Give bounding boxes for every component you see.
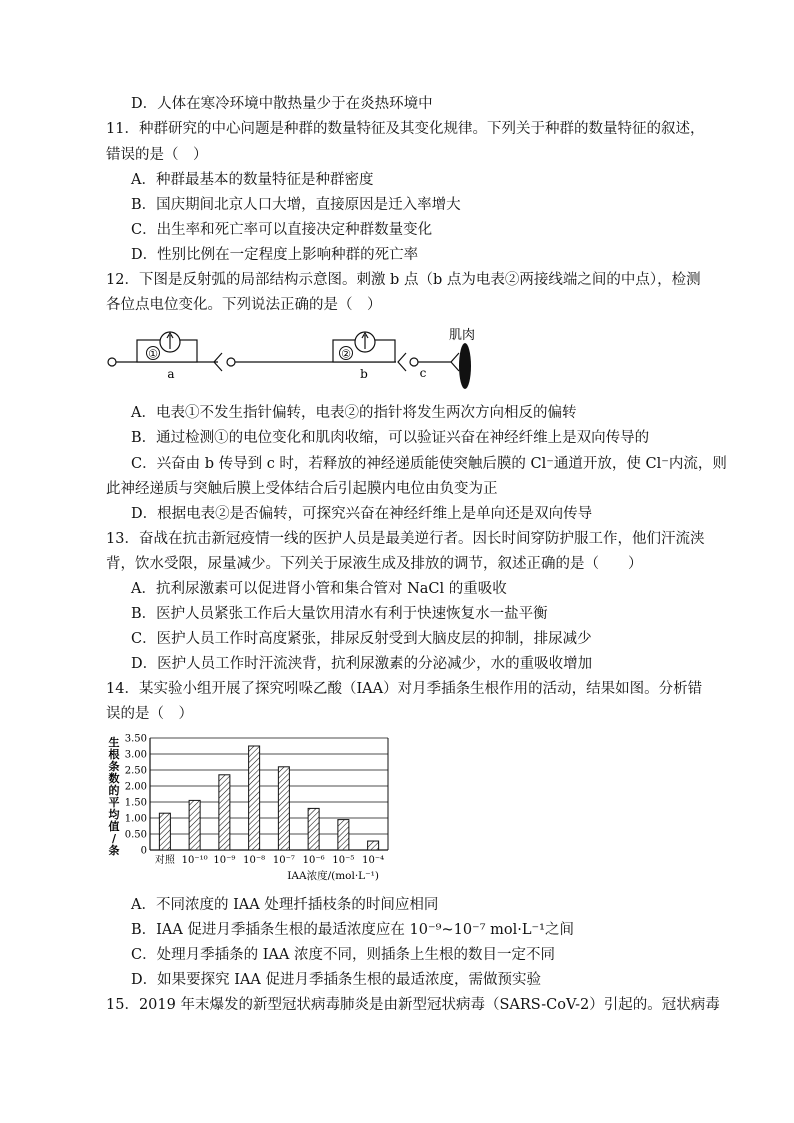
q14-option-c: C．处理月季插条的 IAA 浓度不同，则插条上生根的数目一定不同 <box>131 947 555 963</box>
muscle-label: 肌肉 <box>448 328 476 343</box>
bar <box>189 800 200 850</box>
q11-option-d: D．性别比例在一定程度上影响种群的死亡率 <box>131 247 419 263</box>
y-tick-label: 0.50 <box>124 829 147 841</box>
q11-option-c: C．出生率和死亡率可以直接决定种群数量变化 <box>131 222 433 238</box>
y-label-char: 的 <box>108 784 120 797</box>
q13-option-b: B．医护人员紧张工作后大量饮用清水有利于快速恢复水一盐平衡 <box>131 606 548 622</box>
bar <box>308 808 319 850</box>
q14-stem-line1: 14．某实验小组开展了探究吲哚乙酸（IAA）对月季插条生根作用的活动，结果如图。分析错 <box>106 681 703 697</box>
synapse-2 <box>398 353 406 371</box>
q12-stem-line1: 12．下图是反射弧的局部结构示意图。刺激 b 点（b 点为电表②两接线端之间的中点），检测 <box>106 272 701 288</box>
q11-option-b: B．国庆期间北京人口大增，直接原因是迁入率增大 <box>131 197 461 213</box>
fiber3-start-terminal <box>410 358 418 366</box>
q14-option-a: A．不同浓度的 IAA 处理扦插枝条的时间应相同 <box>131 897 439 913</box>
q12-stem-line2: 各位点电位变化。下列说法正确的是（ ） <box>106 297 382 313</box>
y-label-char: / <box>111 832 117 845</box>
x-tick-label: 10⁻⁹ <box>213 855 236 866</box>
q13-option-d: D．医护人员工作时汗流浃背，抗利尿激素的分泌减少，水的重吸收增加 <box>131 656 593 672</box>
q14-option-d: D．如果要探究 IAA 促进月季插条生根的最适浓度，需做预实验 <box>131 972 542 988</box>
y-tick-label: 3.00 <box>124 749 147 761</box>
point-a-label: a <box>167 367 175 381</box>
q15-stem-line1: 15．2019 年末爆发的新型冠状病毒肺炎是由新型冠状病毒（SARS-CoV-2）引起的。冠状病毒 <box>106 997 720 1013</box>
x-tick-label: 10⁻⁸ <box>243 855 266 866</box>
x-tick-label: 10⁻⁵ <box>332 855 355 866</box>
q12-option-d: D．根据电表②是否偏转，可探究兴奋在神经纤维上是单向还是双向传导 <box>131 506 593 522</box>
q13-option-a: A．抗利尿激素可以促进肾小管和集合管对 NaCl 的重吸收 <box>131 581 507 597</box>
bar <box>249 746 260 850</box>
y-label-char: 值 <box>108 820 120 833</box>
q12-option-c-line1: C．兴奋由 b 传导到 c 时，若释放的神经递质能使突触后膜的 Cl⁻通道开放，使 Cl⁻内流，则 <box>131 456 727 472</box>
bar <box>338 820 349 850</box>
q12-option-c-line2: 此神经递质与突触后膜上受体结合后引起膜内电位由负变为正 <box>106 481 498 497</box>
q12-option-b: B．通过检测①的电位变化和肌肉收缩，可以验证兴奋在神经纤维上是双向传导的 <box>131 430 650 446</box>
x-tick-label: 10⁻⁴ <box>362 855 385 866</box>
grid-lines <box>150 738 388 850</box>
x-tick-label: 10⁻⁷ <box>272 855 295 866</box>
q11-option-a: A．种群最基本的数量特征是种群密度 <box>131 172 374 188</box>
q11-stem-line2: 错误的是（ ） <box>106 147 208 163</box>
bar <box>278 767 289 850</box>
y-label-char: 数 <box>108 772 120 785</box>
y-axis-label <box>109 735 121 857</box>
bars <box>159 746 378 850</box>
y-label-char: 条 <box>108 844 120 857</box>
synapse-3 <box>451 353 459 371</box>
muscle-shape <box>459 343 471 389</box>
y-tick-label: 0 <box>140 845 147 857</box>
bar <box>159 813 170 850</box>
y-label-char: 均 <box>108 808 120 821</box>
q13-stem-line2: 背，饮水受限，尿量减少。下列关于尿液生成及排放的调节，叙述正确的是（ ） <box>106 556 643 572</box>
y-label-char: 根 <box>108 748 120 761</box>
x-tick-label: 对照 <box>154 855 175 866</box>
point-c-label: c <box>419 366 427 380</box>
meter2-label: ② <box>341 347 351 361</box>
q10-option-d: D．人体在寒冷环境中散热量少于在炎热环境中 <box>131 96 433 112</box>
y-tick-label: 2.00 <box>124 781 147 793</box>
y-label-char: 生 <box>108 736 120 749</box>
meter1-label: ① <box>148 347 158 361</box>
y-tick-label: 1.00 <box>124 813 147 825</box>
fiber2-start-terminal <box>227 358 235 366</box>
y-tick-labels <box>125 734 147 857</box>
fiber1-start-terminal <box>108 358 116 366</box>
y-label-char: 平 <box>108 796 120 809</box>
y-label-char: 条 <box>108 760 120 773</box>
bar <box>219 775 230 850</box>
q12-option-a: A．电表①不发生指针偏转，电表②的指针将发生两次方向相反的偏转 <box>131 405 577 421</box>
q13-option-c: C．医护人员工作时高度紧张，排尿反射受到大脑皮层的抑制，排尿减少 <box>131 631 592 647</box>
q13-stem-line1: 13．奋战在抗击新冠疫情一线的医护人员是最美逆行者。因长时间穿防护服工作，他们汗流浃 <box>106 531 705 547</box>
q14-stem-line2: 误的是（ ） <box>106 706 193 722</box>
q11-stem-line1: 11．种群研究的中心问题是种群的数量特征及其变化规律。下列关于种群的数量特征的叙述， <box>106 121 705 137</box>
x-tick-label: 10⁻⁶ <box>302 855 325 866</box>
q14-option-b: B．IAA 促进月季插条生根的最适浓度应在 10⁻⁹~10⁻⁷ mol·L⁻¹之间 <box>131 922 574 938</box>
y-tick-label: 3.50 <box>124 733 147 745</box>
y-tick-label: 2.50 <box>124 765 147 777</box>
x-axis-label: IAA浓度/(mol·L⁻¹) <box>287 870 379 882</box>
iaa-bar-chart <box>100 730 400 885</box>
point-b-label: b <box>360 367 368 381</box>
reflex-arc-diagram <box>100 320 490 395</box>
y-tick-label: 1.50 <box>124 797 147 809</box>
bar <box>368 841 379 850</box>
x-tick-label: 10⁻¹⁰ <box>181 855 208 866</box>
x-tick-labels <box>155 853 384 866</box>
